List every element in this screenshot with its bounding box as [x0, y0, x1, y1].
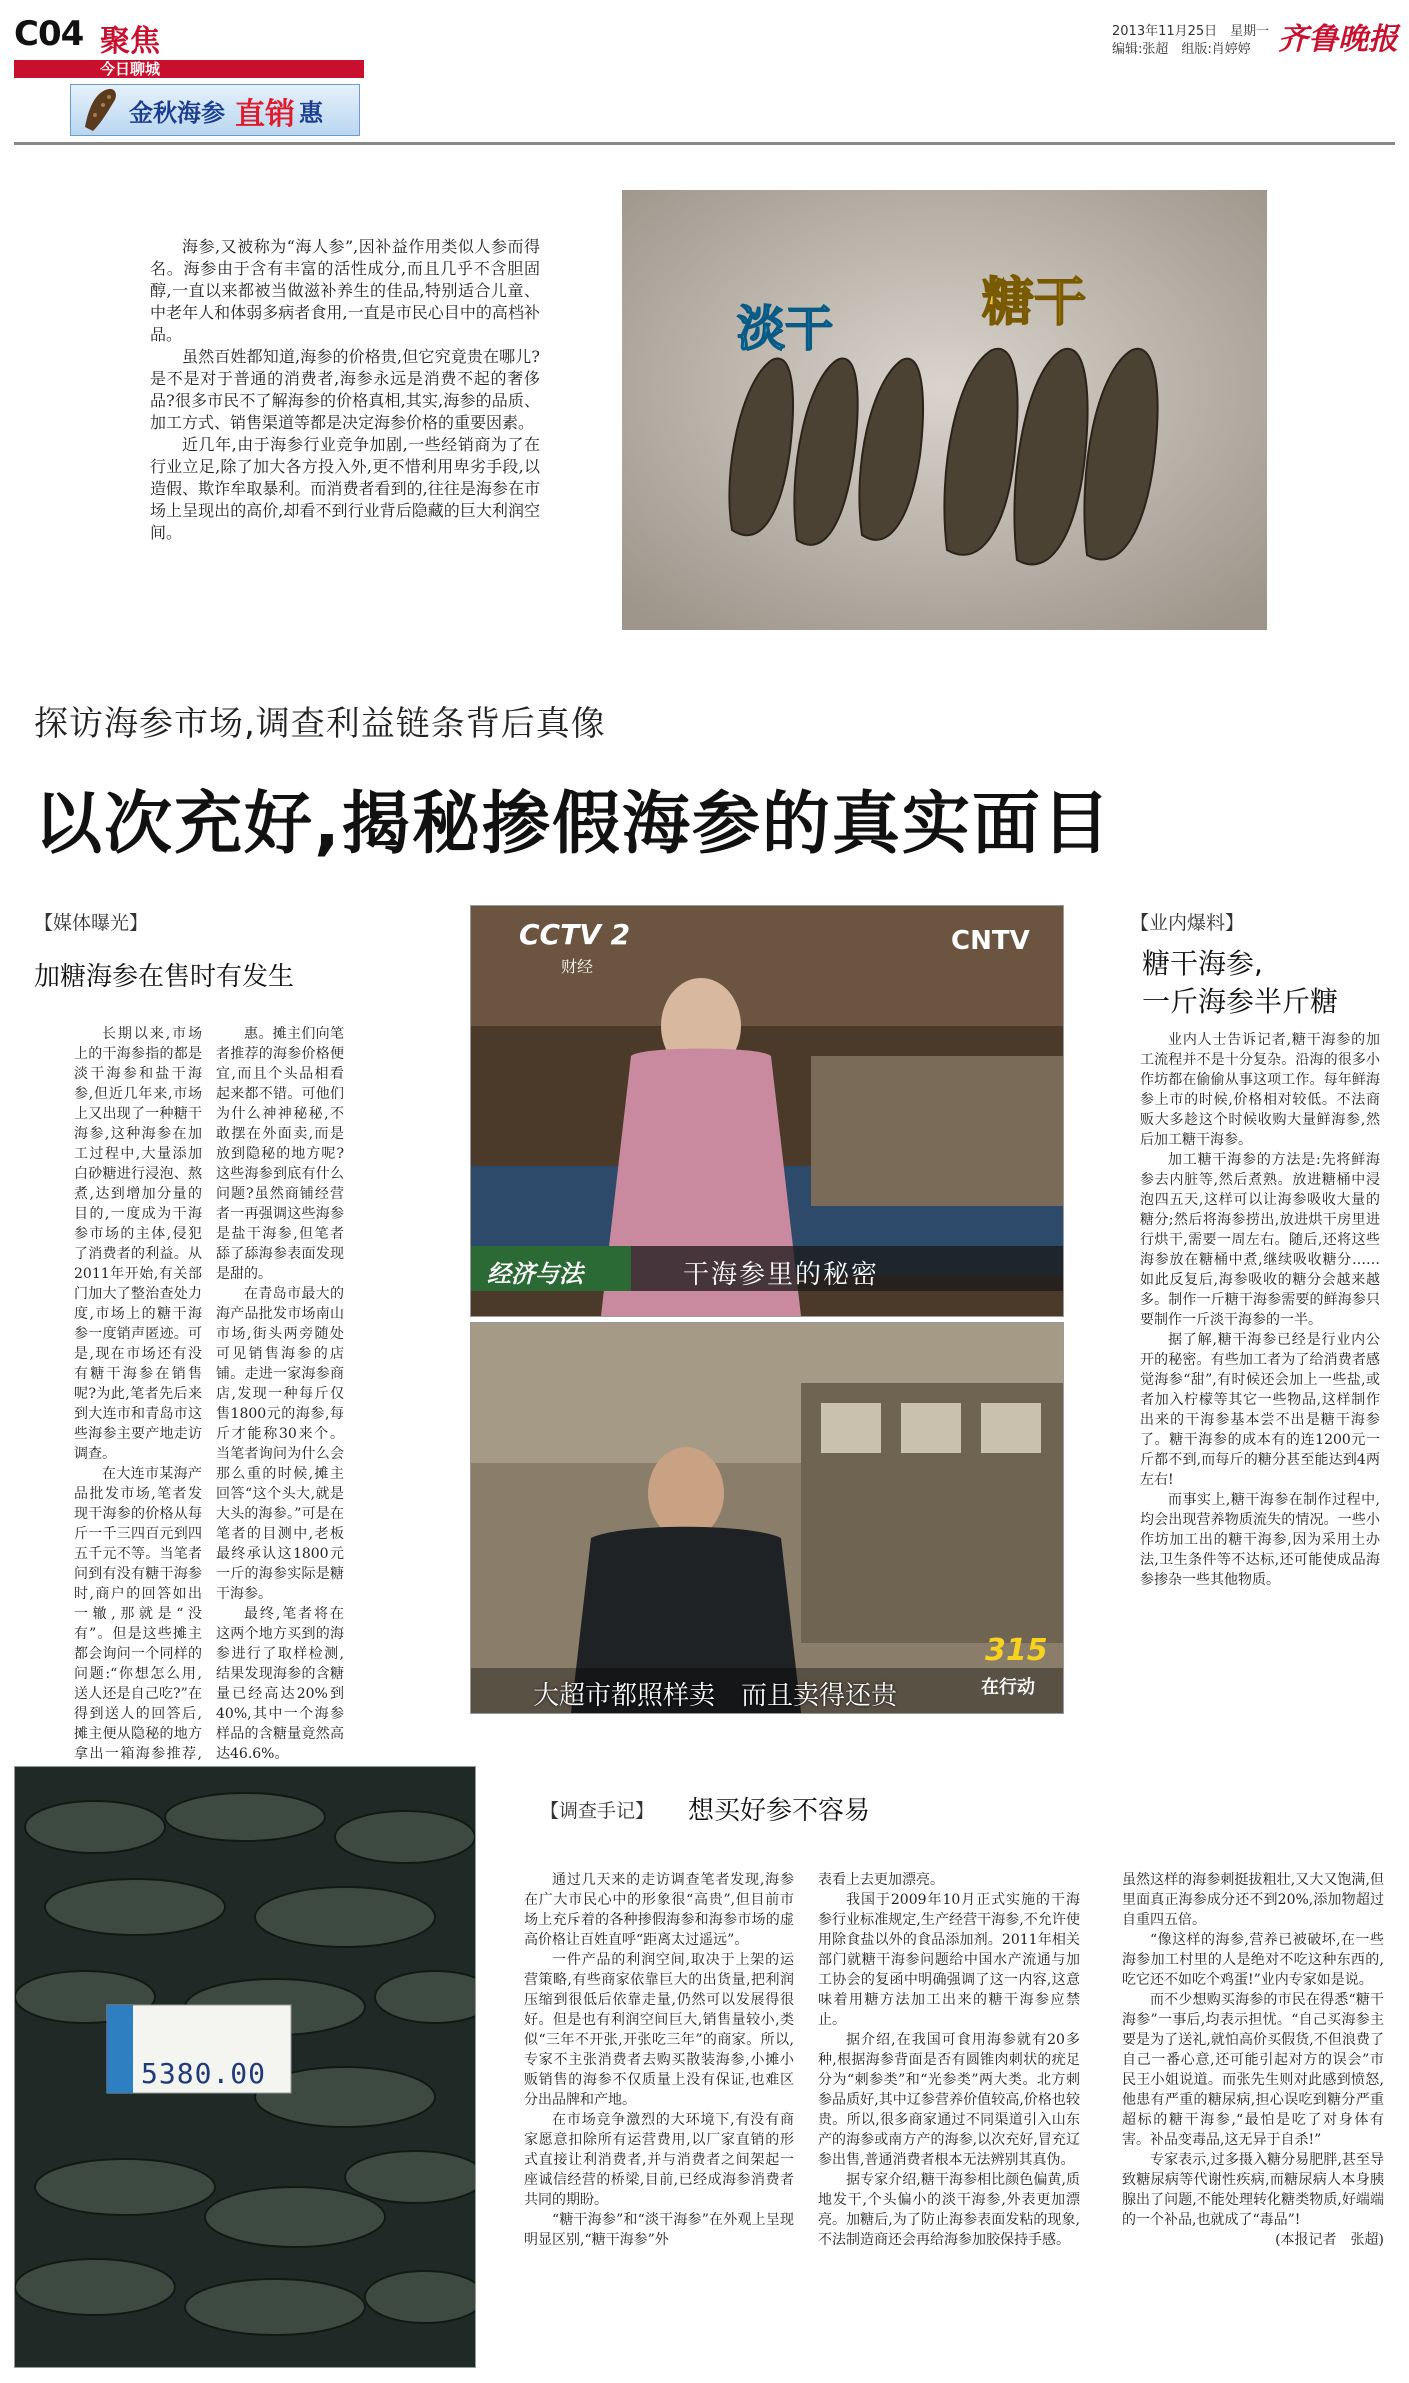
- bottom-article-tag: 【调查手记】: [540, 1800, 655, 1822]
- intro-paragraph: 虽然百姓都知道,海参的价格贵,但它究竟贵在哪儿?是不是对于普通的消费者,海参永远是消费不起的奢侈品?很多市民不了解海参的价格真相,其实,海参的品质、加工方式、销售渠道等都是决定海参价格的重要因素。: [150, 347, 540, 432]
- sea-cucumber-comparison-photo: [622, 190, 1267, 630]
- right-paragraph: 业内人士告诉记者,糖干海参的加工流程并不是十分复杂。沿海的很多小作坊都在偷偷从事这项工作。每年鲜海参上市的时候,价格相对较低。不法商贩大多趁这个时候收购大量鲜海参,然后加工糖干海参。: [1140, 1032, 1380, 1148]
- banner-text-a: 金秋海参: [129, 99, 225, 127]
- headline-kicker: 探访海参市场,调查利益链条背后真像: [34, 704, 606, 744]
- sea-cucumber-icon: [79, 85, 123, 133]
- bottom-paragraph: 表看上去更加漂亮。: [818, 1872, 944, 1888]
- tv-still-bottom: [470, 1322, 1064, 1714]
- label-tanggan: 糖干: [982, 273, 1087, 333]
- section-bar: [14, 60, 364, 78]
- intro-paragraph: 海参,又被称为“海人参”,因补益作用类似人参而得名。海参由于含有丰富的活性成分,而且几乎不含胆固醇,一直以来都被当做滋补养生的佳品,特别适合儿童、中老年人和体弱多病者食用,一直是市民心目中的高档补品。: [150, 237, 540, 344]
- left-article-tag: 【媒体曝光】: [34, 912, 149, 934]
- bottom-article-col1: [524, 1870, 794, 2250]
- tv-bottom-art: [471, 1323, 1063, 1713]
- right-article-title-1: 糖干海参,: [1142, 947, 1263, 980]
- tv-top-caption: 干海参里的秘密: [683, 1260, 880, 1290]
- section-name: 聚焦: [100, 24, 160, 59]
- bottom-paragraph: “像这样的海参,营养已被破坏,在一些海参加工村里的人是绝对不吃这种东西的,吃它还不如吃个鸡蛋!”业内专家如是说。: [1122, 1932, 1384, 1988]
- date-line: 2013年11月25日 星期一: [1112, 24, 1270, 39]
- right-paragraph: 而事实上,糖干海参在制作过程中,均会出现营养物质流失的情况。一些小作坊加工出的糖干海参,因为采用土办法,卫生条件等不达标,还可能使成品海参掺杂一些其他物质。: [1140, 1492, 1380, 1588]
- cctv-channel-sub: 财经: [561, 957, 594, 976]
- 315-logo-sub: 在行动: [981, 1677, 1035, 1698]
- banner-text-c: 惠: [299, 99, 323, 127]
- bottom-paragraph: “糖干海参”和“淡干海参”在外观上呈现明显区别,“糖干海参”外: [524, 2212, 794, 2248]
- bottom-paragraph: 通过几天来的走访调查笔者发现,海参在广大市民心中的形象很“高贵”,但目前市场上充斥着的各种掺假海参和海参市场的虚高价格让百姓直呼“距离太过遥远”。: [524, 1872, 794, 1948]
- bottom-paragraph: 在市场竞争激烈的大环境下,有没有商家愿意扣除所有运营费用,以厂家直销的形式直接让利消费者,并与消费者之间架起一座诚信经营的桥梁,目前,已经成海参消费者共同的期盼。: [524, 2112, 794, 2208]
- left-paragraph: 在青岛市最大的海产品批发市场南山市场,街头两旁随处可见销售海参的店铺。走进一家海参商店,发现一种每斤仅售1800元的海参,每斤才能称30来个。当笔者询问为什么会那么重的时候,摊主回答“这个头大,就是大头的海参。”可是在笔者的目测中,老板最终承认这1800元一斤的海参实际是糖干海参。: [216, 1286, 344, 1602]
- right-article-title-2: 一斤海参半斤糖: [1142, 985, 1339, 1018]
- bottom-article-col2: [818, 1870, 1080, 2250]
- bottom-article-title: 想买好参不容易: [688, 1796, 871, 1826]
- left-article-col2: [216, 1024, 344, 1764]
- right-article-body: [1140, 1030, 1380, 1590]
- left-paragraph: 在大连市某海产品批发市场,笔者发现干海参的价格从每斤一千三四百元到四五千元不等。当笔者问到有没有糖干海参时,商户的回答如出一辙,那就是“没有”。但是这些摊主都会询问一个同样的问题:“你想怎么用,送人还是自己吃?”在得到送人的回答后,摊主便从隐秘的地方拿出一箱海参推荐,: [74, 1466, 202, 1762]
- bottom-paragraph: 据专家介绍,糖干海参相比颜色偏黄,质地发干,个头偏小的淡干海参,外表更加漂亮。加糖后,为了防止海参表面发粘的现象,不法制造商还会再给海参加胶保持手感。: [818, 2172, 1080, 2248]
- bottom-paragraph: 虽然这样的海参刺挺拔粗壮,又大又饱满,但里面真正海参成分还不到20%,添加物超过自重四五倍。: [1122, 1872, 1384, 1928]
- left-paragraph: 长期以来,市场上的干海参指的都是淡干海参和盐干海参,但近几年来,市场上又出现了一种糖干海参,这种海参在加工过程中,大量添加白砂糖进行浸泡、熬煮,达到增加分量的目的,一度成为干海参市场的主体,侵犯了消费者的利益。从2011年开始,有关部门加大了整治查处力度,市场上的糖干海参一度销声匿迹。可是,现在市场还有没有糖干海参在销售呢?为此,笔者先后来到大连市和青岛市这些海参主要产地走访调查。: [74, 1026, 202, 1462]
- tv-bottom-caption: 大超市都照样卖 而且卖得还贵: [533, 1681, 898, 1711]
- promo-banner: [70, 84, 360, 136]
- bottom-paragraph: 一件产品的利润空间,取决于上架的运营策略,有些商家依靠巨大的出货量,把利润压缩到很低后依靠走量,仍然可以发展得很好。但是也有利润空间巨大,销售量较小,类似“三年不开张,开张吃三年”的商家。所以,专家不主张消费者去购买散装海参,小摊小贩销售的海参不仅质量上没有保证,也难区分出品牌和产地。: [524, 1952, 794, 2108]
- editor-line: 编辑:张超 组版:肖婷婷: [1112, 42, 1251, 57]
- headline-title: 以次充好,揭秘掺假海参的真实面目: [34, 785, 1112, 864]
- program-name: 经济与法: [487, 1260, 583, 1288]
- tv-still-top: [470, 905, 1064, 1317]
- left-article-col1: [74, 1024, 202, 1784]
- intro-text: [150, 236, 540, 544]
- header-rule: [14, 142, 1395, 145]
- 315-logo: 315: [985, 1633, 1048, 1668]
- right-article-tag: 【业内爆料】: [1130, 912, 1245, 934]
- masthead-logo: 齐鲁晚报: [1278, 22, 1398, 57]
- intro-paragraph: 近几年,由于海参行业竞争加剧,一些经销商为了在行业立足,除了加大各方投入外,更不惜利用卑劣手段,以造假、欺诈牟取暴利。而消费者看到的,往往是海参在市场上呈现出的高价,却看不到行业背后隐藏的巨大利润空间。: [150, 435, 540, 542]
- price-tag-value: 5380.00: [141, 2057, 267, 2090]
- bottom-paragraph: 据介绍,在我国可食用海参就有20多种,根据海参背面是否有圆锥肉刺状的疣足分为“刺参类”和“光参类”两大类。北方刺参品质好,其中辽参营养价值较高,价格也较贵。所以,很多商家通过不同渠道引入山东产的海参或南方产的海参,以次充好,冒充辽参出售,普通消费者根本无法辨别其真伪。: [818, 2032, 1080, 2168]
- left-paragraph: 惠。摊主们向笔者推荐的海参价格便宜,而且个头品相看起来都不错。可他们为什么神神秘秘,不敢摆在外面卖,而是放到隐秘的地方呢?这些海参到底有什么问题?虽然商铺经营者一再强调这些海参是盐干海参,但笔者舔了舔海参表面发现是甜的。: [216, 1026, 344, 1282]
- cctv-logo: CCTV 2: [519, 918, 631, 951]
- bottom-paragraph: 而不少想购买海参的市民在得悉“糖干海参”一事后,均表示担忧。“自己买海参主要是为了送礼,就怕高价买假货,不但浪费了自己一番心意,还可能引起对方的误会”市民王小姐说道。而张先生则对此感到愤怒,他患有严重的糖尿病,担心误吃到糖分严重超标的糖干海参,“最怕是吃了对身体有害。补品变毒品,这无异于自杀!”: [1122, 1992, 1384, 2148]
- price-display-photo: [14, 1766, 476, 2368]
- bottom-paragraph: 我国于2009年10月正式实施的干海参行业标准规定,生产经营干海参,不允许使用除食盐以外的食品添加剂。2011年相关部门就糖干海参问题给中国水产流通与加工协会的复函中明确强调了这一内容,这意味着用糖方法加工出来的糖干海参应禁止。: [818, 1892, 1080, 2028]
- right-paragraph: 加工糖干海参的方法是:先将鲜海参去内脏等,然后煮熟。放进糖桶中浸泡四五天,这样可以让海参吸收大量的糖分;然后将海参捞出,放进烘干房里进行烘干,需要一周左右。随后,还将这些海参放在糖桶中煮,继续吸收糖分……如此反复后,海参吸收的糖分会越来越多。制作一斤糖干海参需要的鲜海参只要制作一斤淡干海参的一半。: [1140, 1152, 1380, 1328]
- subsection-label: 今日聊城: [100, 60, 161, 78]
- comparison-photo-art: [622, 190, 1267, 630]
- byline: (本报记者 张超): [1275, 2232, 1384, 2248]
- bottom-paragraph: 专家表示,过多摄入糖分易肥胖,甚至导致糖尿病等代谢性疾病,而糖尿病人本身胰腺出了问题,不能处理转化糖类物质,好端端的一个补品,也就成了“毒品”!: [1122, 2152, 1384, 2228]
- banner-text-b: 直销: [235, 97, 295, 132]
- cntv-logo: CNTV: [951, 926, 1030, 956]
- bottom-article-col3: [1122, 1870, 1384, 2250]
- right-paragraph: 据了解,糖干海参已经是行业内公开的秘密。有些加工者为了给消费者感觉海参“甜”,有时候还会加上一些盐,或者加入柠檬等其它一些物品,这样制作出来的干海参基本尝不出是糖干海参了。糖干海参的成本有的连1200元一斤都不到,而每斤的糖分甚至能达到4两左右!: [1140, 1332, 1380, 1488]
- left-paragraph: 最终,笔者将在这两个地方买到的海参进行了取样检测,结果发现海参的含糖量已经高达20%到40%,其中一个海参样品的含糖量竟然高达46.6%。: [216, 1606, 344, 1762]
- left-article-title: 加糖海参在售时有发生: [34, 962, 295, 992]
- label-dangan: 淡干: [737, 301, 834, 357]
- page-code: C04: [14, 14, 84, 54]
